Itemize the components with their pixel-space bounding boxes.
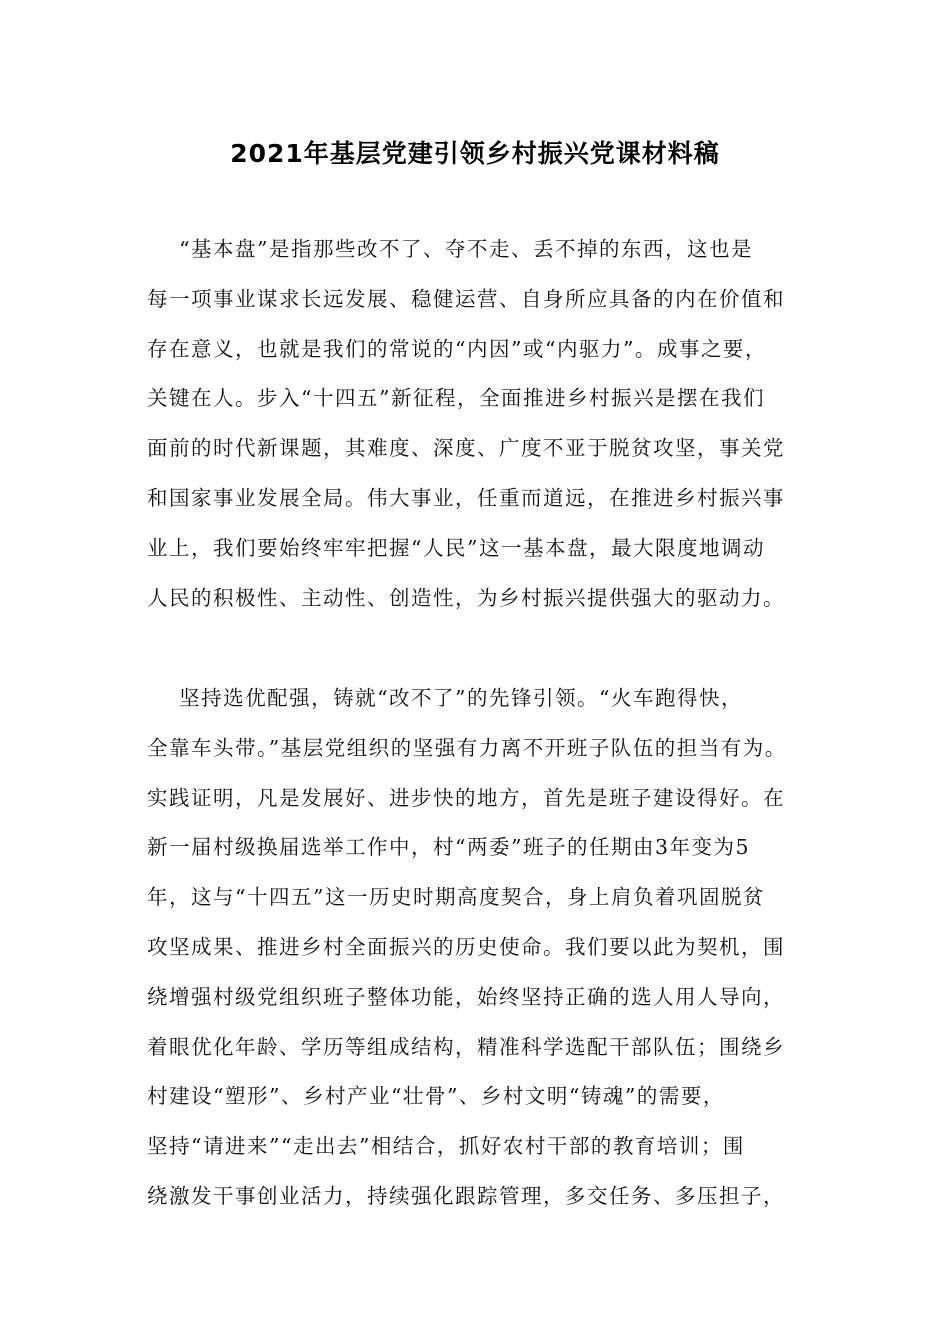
paragraph-line: 年，这与“十四五”这一历史时期高度契合，身上肩负着巩固脱贫 [147, 885, 765, 910]
paragraph-1 [147, 231, 807, 629]
paragraph-line: 业上，我们要始终牢牢把握“人民”这一基本盘，最大限度地调动 [147, 535, 765, 560]
paragraph-line: 存在意义，也就是我们的常说的“内因”或“内驱力”。成事之要， [147, 336, 767, 361]
paragraph-line: 着眼优化年龄、学历等组成结构，精准科学选配干部队伍；围绕乡 [147, 1034, 785, 1059]
paragraph-line: 实践证明，凡是发展好、进步快的地方，首先是班子建设得好。在 [147, 785, 785, 810]
paragraph-line: 全靠车头带。”基层党组织的坚强有力离不开班子队伍的担当有为。 [147, 735, 787, 760]
paragraph-line: 面前的时代新课题，其难度、深度、广度不亚于脱贫攻坚，事关党 [147, 436, 785, 461]
paragraph-line: 坚持“请进来”“走出去”相结合，抓好农村干部的教育培训；围 [147, 1134, 745, 1159]
paragraph-2 [147, 680, 807, 1228]
paragraph-line: 新一届村级换届选举工作中，村“两委”班子的任期由3年变为5 [147, 835, 751, 860]
paragraph-line: 每一项事业谋求长远发展、稳健运营、自身所应具备的内在价值和 [147, 286, 785, 311]
paragraph-line: 坚持选优配强，铸就“改不了”的先锋引领。“火车跑得快， [147, 686, 744, 710]
paragraph-line: 和国家事业发展全局。伟大事业，任重而道远，在推进乡村振兴事 [147, 485, 785, 510]
paragraph-line: 人民的积极性、主动性、创造性，为乡村振兴提供强大的驱动力。 [147, 585, 785, 610]
paragraph-line: 关键在人。步入“十四五”新征程，全面推进乡村振兴是摆在我们 [147, 386, 765, 411]
paragraph-line: 绕激发干事创业活力，持续强化跟踪管理，多交任务、多压担子， [147, 1183, 785, 1208]
paragraph-line: “基本盘”是指那些改不了、夺不走、丢不掉的东西，这也是 [147, 237, 754, 261]
document-title: 2021年基层党建引领乡村振兴党课材料稿 [230, 139, 720, 168]
paragraph-line: 村建设“塑形”、乡村产业“壮骨”、乡村文明“铸魂”的需要， [147, 1084, 725, 1109]
paragraph-line: 绕增强村级党组织班子整体功能，始终坚持正确的选人用人导向， [147, 984, 785, 1009]
paragraph-line: 攻坚成果、推进乡村全面振兴的历史使命。我们要以此为契机，围 [147, 934, 785, 959]
